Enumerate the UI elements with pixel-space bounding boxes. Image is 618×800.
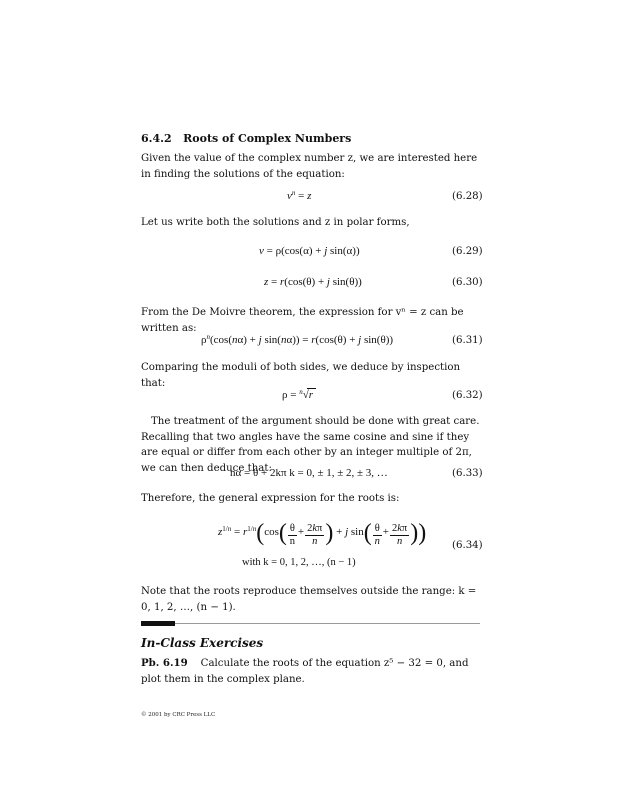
- equation-number-6-31: (6.31): [452, 335, 483, 346]
- equation-6-34: $z^{1/n} = r^{1/n}(\cos$( $\frac{\theta}{n}$ + $\frac{2k\pi}{n}$ ) + j sin( $\frac{\theta}{n}$ + $\frac{2k\pi}{n}$ )): [218, 520, 427, 547]
- exercise-pb-6-19: [141, 656, 481, 687]
- equation-6-31: $\rho^n(\cos(n\alpha) + j$ sin(nα)) = r(cos(θ) + j sin(θ)): [201, 333, 394, 346]
- paragraph-3: From the De Moivre theorem, the expression for vⁿ = z can be written as:: [141, 307, 464, 334]
- paragraph-5: The treatment of the argument should be done with great care. Recalling that two angles have the same cosine and sine if they are equal or differ from each other by an integer multiple of 2π, we can then deduce that:: [141, 416, 480, 474]
- equation-6-32: ρ = $^n$√r: [282, 389, 313, 401]
- section-divider: [141, 623, 480, 624]
- paragraph-1: Given the value of the complex number z, we are interested here in finding the solutions of the equation:: [141, 153, 478, 180]
- section-title: Roots of Complex Numbers: [183, 132, 352, 145]
- section-number: 6.4.2: [141, 132, 172, 145]
- exercises-heading: In-Class Exercises: [141, 636, 264, 650]
- equation-number-6-29: (6.29): [452, 246, 483, 257]
- equation-number-6-32: (6.32): [452, 390, 483, 401]
- equation-6-33: nα = θ + 2kπ k = 0, ± 1, ± 2, ± 3, …: [230, 467, 388, 479]
- paragraph-6: Therefore, the general expression for the roots is:: [141, 493, 400, 504]
- exercise-text: Calculate the roots of the equation z⁵ − 32 = 0, and plot them in the complex plane.: [141, 658, 469, 685]
- section-heading: [141, 132, 351, 145]
- equation-6-30: z = r(cos(θ) + j sin(θ)): [264, 276, 362, 288]
- paragraph-7: Note that the roots reproduce themselves outside the range: k = 0, 1, 2, …, (n − 1).: [141, 586, 477, 613]
- equation-number-6-34: (6.34): [452, 540, 483, 551]
- section-divider-accent: [141, 621, 175, 626]
- equation-number-6-30: (6.30): [452, 277, 483, 288]
- equation-number-6-33: (6.33): [452, 468, 483, 479]
- equation-6-29: v = ρ(cos(α) + j sin(α)): [259, 245, 360, 257]
- equation-number-6-28: (6.28): [452, 191, 483, 202]
- paragraph-2: Let us write both the solutions and z in polar forms,: [141, 217, 410, 228]
- exercise-label: Pb. 6.19: [141, 657, 188, 669]
- copyright-footer: © 2001 by CRC Press LLC: [141, 712, 216, 718]
- paragraph-4: Comparing the moduli of both sides, we deduce by inspection that:: [141, 362, 461, 389]
- equation-6-34-condition: with k = 0, 1, 2, …, (n − 1): [242, 557, 356, 568]
- equation-6-28: $v^n = z$: [287, 189, 312, 202]
